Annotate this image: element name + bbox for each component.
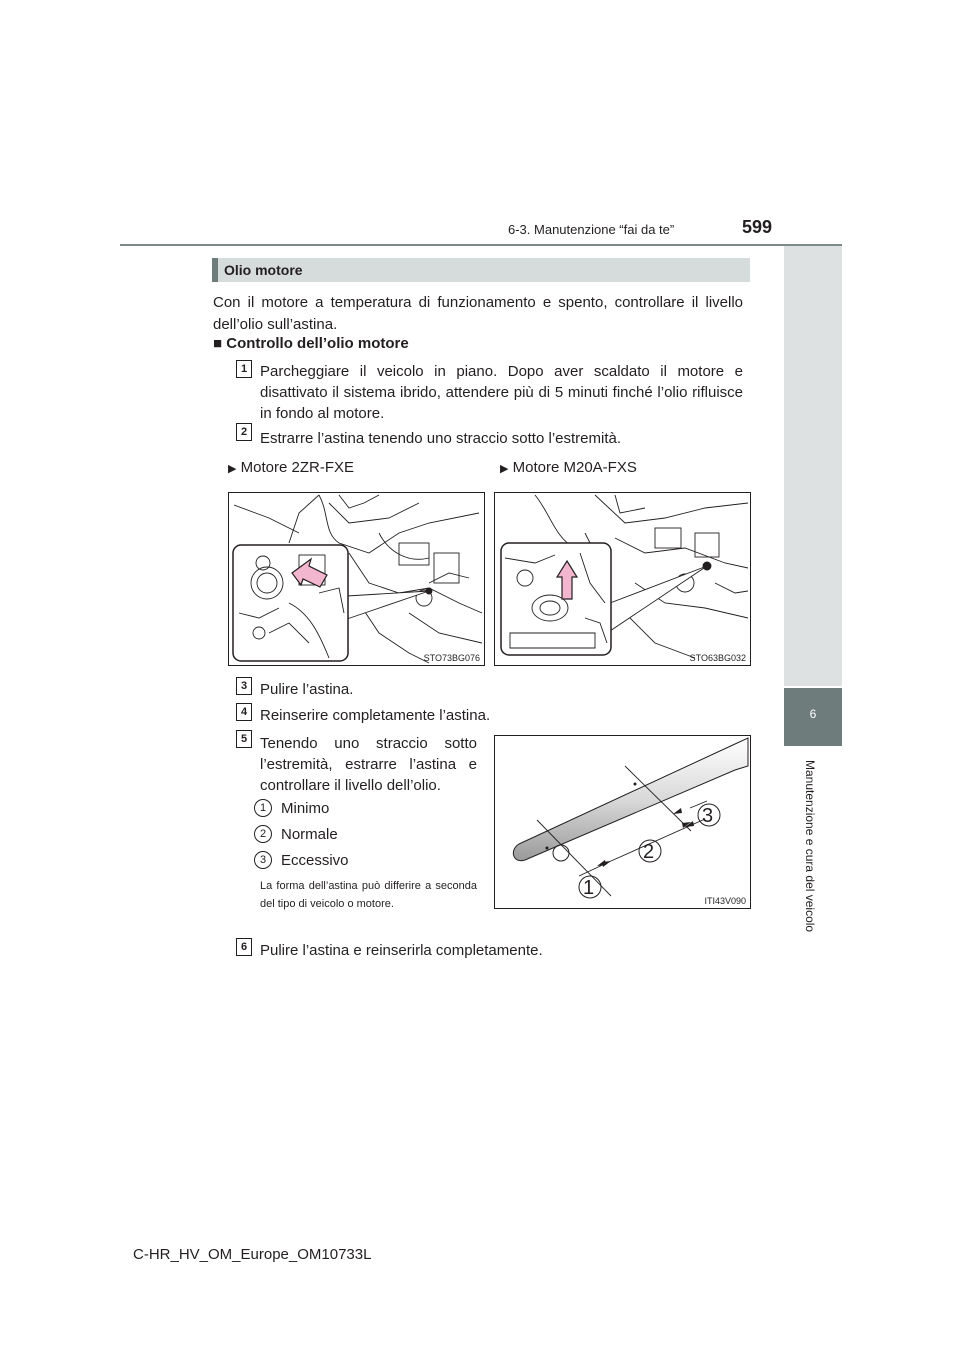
- callout-1: 1: [583, 877, 595, 899]
- header-rule: [120, 244, 842, 246]
- figure-code-dipstick: ITI43V090: [704, 896, 746, 906]
- step-4-text: Reinserire completamente l’astina.: [260, 707, 491, 724]
- figure-code-left: STO73BG076: [423, 653, 480, 663]
- engine-2zr-drawing: [229, 493, 484, 665]
- section-heading-accent: [212, 258, 218, 282]
- step-number-1: 1: [236, 360, 252, 378]
- engine-left-label: ▶ Motore 2ZR-FXE: [228, 459, 354, 476]
- level-number-2: 2: [254, 825, 272, 843]
- step-number-6: 6: [236, 938, 252, 956]
- step-3-text: Pulire l’astina.: [260, 681, 354, 698]
- header-section-title: 6-3. Manutenzione “fai da te”: [508, 222, 675, 237]
- step-6-text: Pulire l’astina e reinserirla completamente.: [260, 942, 543, 959]
- triangle-bullet-icon: ▶: [500, 463, 509, 475]
- engine-m20a-drawing: [495, 493, 750, 665]
- chapter-number: 6: [809, 707, 817, 721]
- callout-3: 3: [702, 805, 714, 827]
- dipstick-drawing: [495, 736, 750, 908]
- subheading-text: Controllo dell’olio motore: [226, 335, 409, 352]
- intro-paragraph: Con il motore a temperatura di funzionamento e spento, controllare il livello dell’olio sull’astina.: [213, 294, 743, 333]
- step-number-3: 3: [236, 677, 252, 695]
- step-number-5: 5: [236, 730, 252, 748]
- document-code: C-HR_HV_OM_Europe_OM10733L: [133, 1246, 372, 1263]
- page-number: 599: [742, 217, 773, 237]
- level-label-normal: Normale: [281, 826, 338, 843]
- engine-m20a-illustration: [494, 492, 751, 666]
- level-label-excess: Eccessivo: [281, 852, 349, 869]
- step-2-text: Estrarre l’astina tenendo uno straccio sotto l’estremità.: [260, 430, 622, 447]
- section-heading: Olio motore: [224, 262, 303, 278]
- square-bullet-icon: ■: [213, 335, 223, 352]
- subheading: [213, 335, 409, 352]
- figure-code-right: STO63BG032: [689, 653, 746, 663]
- triangle-bullet-icon: ▶: [228, 463, 237, 475]
- step-number-4: 4: [236, 703, 252, 721]
- step-1-text: Parcheggiare il veicolo in piano. Dopo aver scaldato il motore e disattivato il sistema ibrido, attendere più di 5 minuti finché l’olio rifluisce in fondo al motore.: [260, 363, 743, 422]
- chapter-title: Manutenzione e cura del veicolo: [803, 760, 817, 933]
- step-5-text: Tenendo uno straccio sotto l’estremità, estrarre l’astina e controllare il livello dell’olio.: [260, 735, 477, 794]
- dipstick-illustration: [494, 735, 751, 909]
- callout-2: 2: [643, 841, 655, 863]
- engine-right-label: ▶ Motore M20A-FXS: [500, 459, 637, 476]
- side-tab-bar: [784, 246, 842, 686]
- dipstick-note: La forma dell’astina può differire a seconda del tipo di veicolo o motore.: [260, 880, 477, 910]
- level-number-3: 3: [254, 851, 272, 869]
- level-number-1: 1: [254, 799, 272, 817]
- level-label-min: Minimo: [281, 800, 330, 817]
- engine-2zr-illustration: [228, 492, 485, 666]
- step-number-2: 2: [236, 423, 252, 441]
